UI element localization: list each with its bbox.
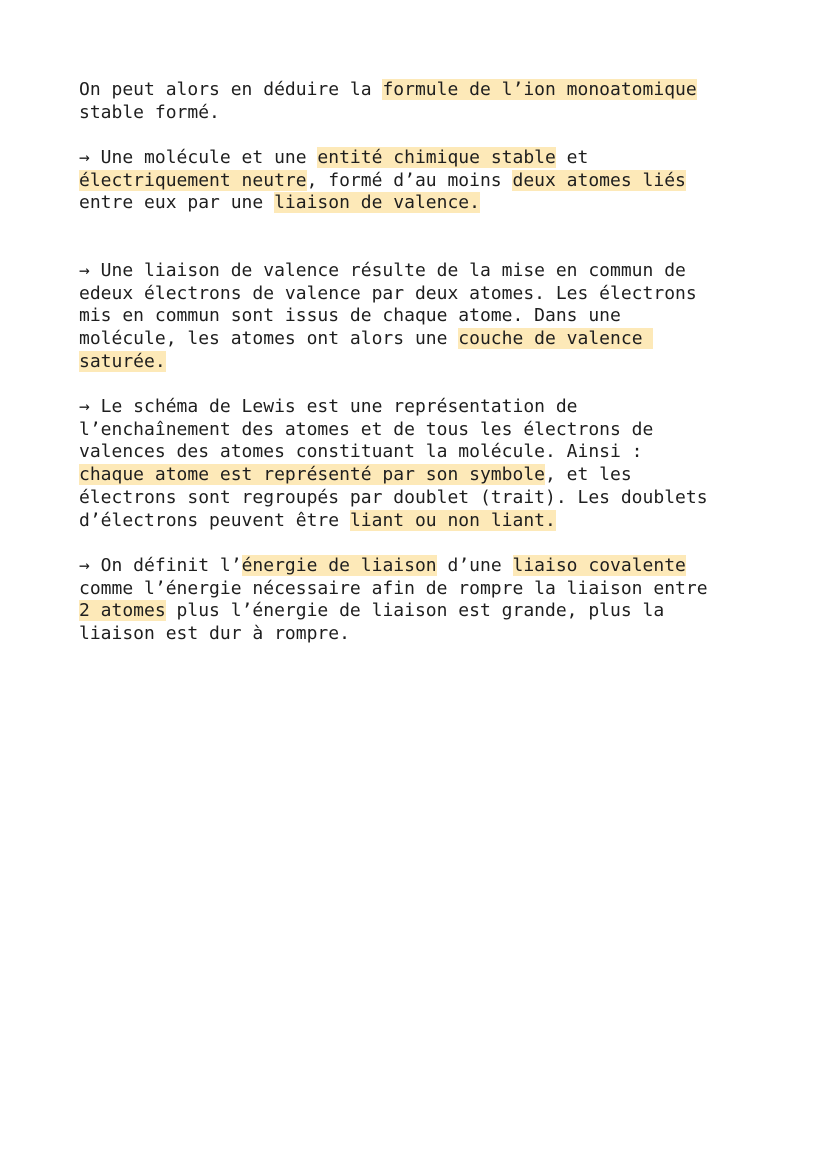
highlighted-text: 2 atomes [79,600,166,622]
text-line [79,510,556,531]
highlighted-text: entité chimique stable [317,147,556,168]
text-line [79,623,350,644]
text-run: mis en commun sont issus de chaque atome. Dans une [79,305,621,327]
highlighted-text: saturée. [79,350,166,372]
text-run: électrons sont regroupés par doublet (trait). Les doublets [79,486,708,508]
text-line [79,305,621,326]
highlighted-text: formule de l’ion monoatomique [382,79,697,100]
text-line [79,260,686,281]
highlighted-text: liaiso covalente [512,555,686,576]
text-run: molécule, les atomes ont alors une [79,328,459,350]
paragraph-molecule-definition [79,147,759,215]
text-run: , et les [545,464,632,486]
text-run: → Une molécule et une [79,147,318,168]
text-run: liaison est dur à rompre. [79,623,350,645]
paragraph-bond-energy [79,555,759,646]
text-run: stable formé. [79,101,220,123]
text-run: plus l’énergie de liaison est grande, plus la [165,600,665,622]
text-line [79,555,686,576]
text-run: edeux électrons de valence par deux atomes. Les électrons [79,282,697,304]
text-run: → Une liaison de valence résulte de la mise en commun de [79,260,686,281]
paragraph-lewis-diagram [79,396,759,532]
text-line [79,283,697,304]
text-run: d’électrons peuvent être [79,509,350,531]
text-line [79,487,708,508]
text-run: , formé d’au moins [306,169,513,191]
text-run: et [555,147,589,168]
text-run: comme l’énergie nécessaire afin de rompre la liaison entre [79,577,708,599]
text-run: → On définit l’ [79,555,242,576]
text-run: entre eux par une [79,192,275,214]
text-run: d’une [436,555,513,576]
highlighted-text: chaque atome est représenté par son symbole [79,464,545,486]
text-line [79,79,697,100]
highlighted-text: couche de valence [458,328,654,350]
text-line [79,464,632,485]
text-run: → Le schéma de Lewis est une représentation de [79,396,578,417]
text-run: On peut alors en déduire la [79,79,383,100]
highlighted-text: liant ou non liant. [349,509,556,531]
highlighted-text: énergie de liaison [241,555,437,576]
paragraph-valence-bond [79,260,759,374]
text-line [79,170,686,191]
paragraph-ion-formula [79,79,759,124]
text-run: valences des atomes constituant la molécule. Ainsi : [79,441,643,463]
text-line [79,578,708,599]
highlighted-text: liaison de valence. [274,192,480,214]
text-line [79,396,578,417]
text-line [79,351,166,372]
text-line [79,441,643,462]
text-line [79,419,653,440]
text-line [79,192,480,213]
text-line [79,328,653,349]
text-line [79,102,220,123]
highlighted-text: électriquement neutre [79,169,307,191]
highlighted-text: deux atomes liés [512,169,686,191]
text-run: l’enchaînement des atomes et de tous les électrons de [79,418,654,440]
text-line [79,600,664,621]
text-line [79,147,588,168]
